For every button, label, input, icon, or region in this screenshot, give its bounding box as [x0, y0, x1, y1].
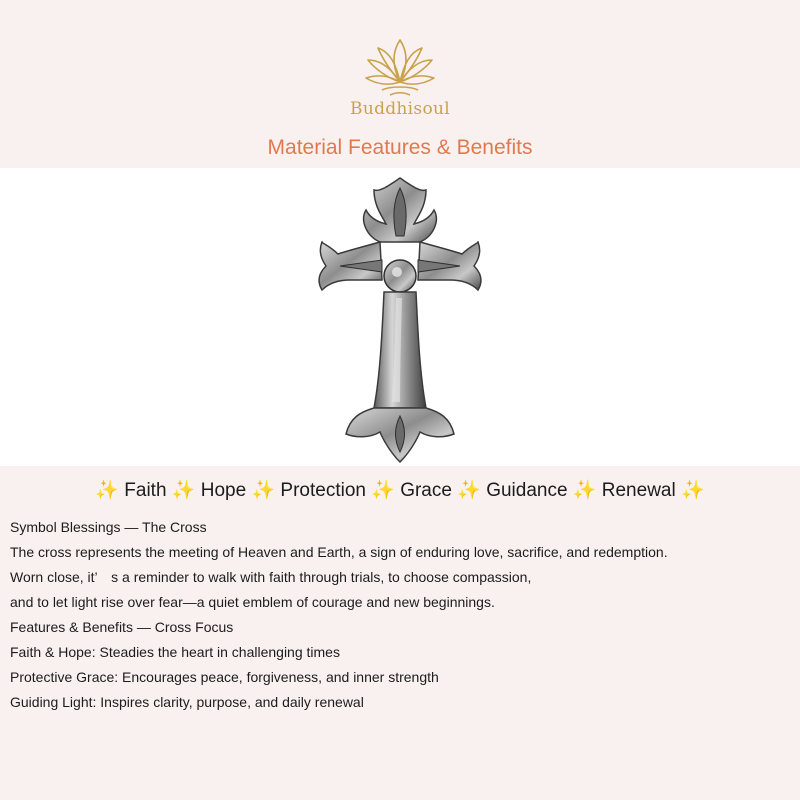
feature-item: Faith & Hope: Steadies the heart in challenging times — [10, 644, 340, 660]
tagline-word: Guidance — [486, 480, 568, 501]
tagline-word: Faith — [124, 480, 167, 501]
tagline-word: Protection — [280, 480, 366, 501]
sparkles-icon: ✨ — [457, 480, 481, 501]
sparkles-icon: ✨ — [95, 480, 119, 501]
description-line: and to let light rise over fear—a quiet emblem of courage and new beginnings. — [10, 594, 495, 610]
description-line: The cross represents the meeting of Heaven and Earth, a sign of enduring love, sacrifice, and redemption. — [10, 544, 668, 560]
sparkles-icon: ✨ — [371, 480, 395, 501]
description — [10, 515, 790, 715]
brand-name: Buddhisoul — [350, 99, 450, 119]
tagline-word: Renewal — [601, 480, 676, 501]
sparkles-icon: ✨ — [572, 480, 597, 501]
product-image-area — [0, 168, 800, 466]
description-heading: Symbol Blessings — The Cross — [10, 519, 207, 535]
sparkles-icon: ✨ — [171, 480, 196, 501]
feature-item: Protective Grace: Encourages peace, forgiveness, and inner strength — [10, 669, 439, 685]
description-line: Worn close, it’ s a reminder to walk with faith through trials, to choose compassion, — [10, 569, 532, 585]
feature-item: Guiding Light: Inspires clarity, purpose, and daily renewal — [10, 694, 364, 710]
tagline-word: Grace — [400, 480, 452, 501]
features-heading: Features & Benefits — Cross Focus — [10, 619, 234, 635]
section-title: Material Features & Benefits — [267, 136, 533, 159]
sparkles-icon: ✨ — [251, 480, 276, 501]
header — [0, 0, 800, 168]
cross-pendant-icon — [300, 176, 500, 466]
tagline — [0, 478, 800, 502]
lotus-icon — [362, 36, 438, 98]
tagline-word: Hope — [200, 480, 247, 501]
sparkles-icon: ✨ — [680, 480, 705, 501]
